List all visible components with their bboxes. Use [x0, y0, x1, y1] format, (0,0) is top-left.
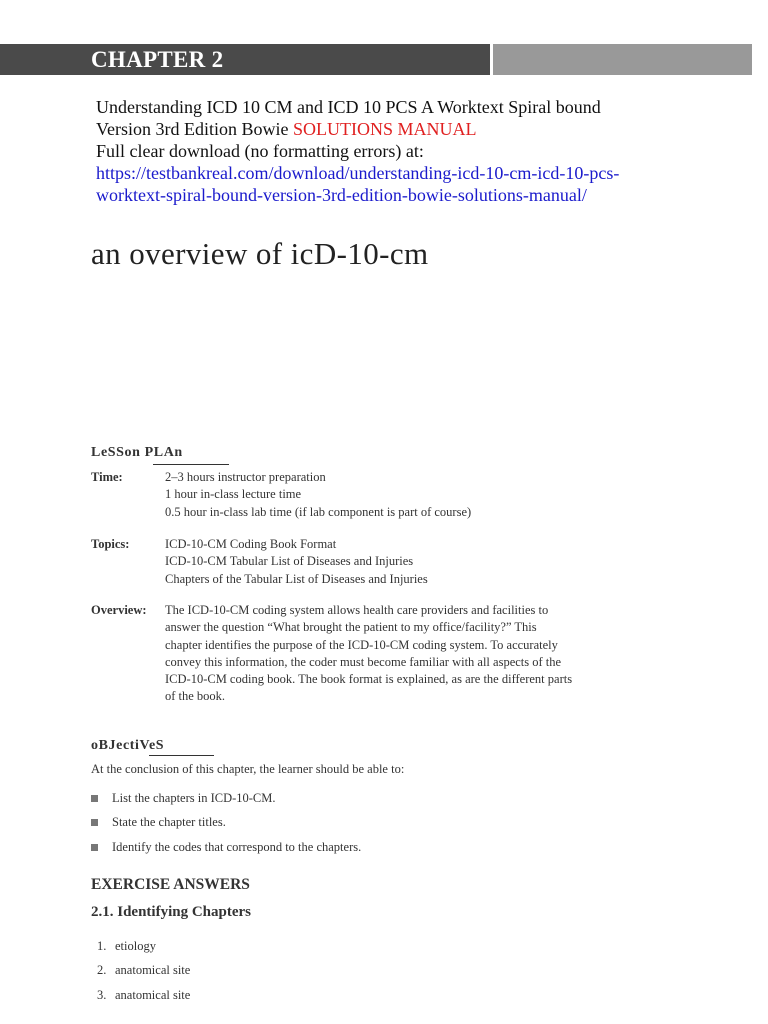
overview-line: ICD-10-CM coding book. The book format is explained, as are the different parts — [165, 672, 573, 687]
download-link-line-2: worktext-spiral-bound-version-3rd-edition-bowie-solutions-manual/ — [96, 185, 587, 205]
time-label: Time: — [91, 470, 123, 484]
solutions-manual-highlight: SOLUTIONS MANUAL — [292, 119, 477, 139]
answer-text: anatomical site — [115, 963, 191, 978]
intro-edition-text: Version 3rd Edition Bowie — [96, 119, 293, 139]
overview-line: of the book. — [165, 689, 226, 704]
chapter-title: CHAPTER 2 — [91, 46, 224, 72]
list-item — [91, 786, 361, 811]
square-bullet-icon — [91, 819, 98, 826]
answers-list — [97, 934, 190, 1008]
objective-text: Identify the codes that correspond to the chapters. — [112, 839, 362, 854]
answer-text: etiology — [115, 938, 156, 953]
intro-line-title: Understanding ICD 10 CM and ICD 10 PCS A Worktext Spiral bound — [96, 97, 601, 117]
download-link[interactable] — [96, 162, 736, 206]
objective-text: List the chapters in ICD-10-CM. — [112, 790, 276, 805]
list-item — [97, 983, 190, 1008]
time-line: 2–3 hours instructor preparation — [165, 470, 326, 484]
lesson-plan-heading-text: LeSSon PLAn — [91, 445, 183, 460]
answer-number: 3. — [97, 987, 107, 1002]
overview-line: convey this information, the coder must become familiar with all aspects of the — [165, 654, 562, 669]
list-item — [91, 811, 361, 836]
intro-line-download: Full clear download (no formatting errors) at: — [96, 141, 424, 161]
overview-line: The ICD-10-CM coding system allows health care providers and facilities to — [165, 603, 549, 617]
download-link-line-1: https://testbankreal.com/download/understanding-icd-10-cm-icd-10-pcs- — [96, 163, 620, 183]
overview-line: answer the question “What brought the patient to my office/facility?” This — [165, 620, 537, 635]
topic-line: ICD-10-CM Coding Book Format — [165, 537, 337, 551]
intro-block — [96, 96, 736, 206]
lesson-plan-heading — [91, 445, 183, 461]
chapter-header-bar — [0, 44, 752, 75]
answer-number: 2. — [97, 963, 107, 978]
time-line: 0.5 hour in-class lab time (if lab component is part of course) — [165, 504, 472, 519]
topics-label: Topics: — [91, 537, 130, 551]
lesson-plan-heading-rule — [153, 464, 229, 465]
objectives-intro: At the conclusion of this chapter, the learner should be able to: — [91, 762, 405, 776]
chapter-overview-title: an overview of icD-10-cm — [91, 236, 429, 271]
overview-body — [165, 602, 671, 706]
objective-text: State the chapter titles. — [112, 815, 226, 830]
intro-line-edition — [96, 118, 736, 140]
chapter-header-light-panel — [493, 44, 752, 75]
objectives-heading — [91, 738, 164, 754]
exercise-answers-heading: EXERCISE ANSWERS — [91, 876, 250, 893]
topic-line: ICD-10-CM Tabular List of Diseases and Injuries — [165, 554, 414, 569]
overview-line: chapter identifies the purpose of the ICD-10-CM coding system. To accurately — [165, 637, 558, 652]
list-item — [91, 835, 361, 860]
topics-body — [165, 536, 671, 588]
overview-label: Overview: — [91, 603, 147, 617]
time-body — [165, 469, 671, 521]
objectives-heading-text: oBJectiVeS — [91, 738, 165, 753]
topic-line: Chapters of the Tabular List of Diseases and Injuries — [165, 571, 428, 586]
lesson-plan-topics-row — [91, 536, 671, 588]
answer-number: 1. — [97, 938, 107, 953]
lesson-plan-overview-row — [91, 602, 671, 706]
square-bullet-icon — [91, 844, 98, 851]
time-line: 1 hour in-class lecture time — [165, 487, 302, 502]
lesson-plan-time-row — [91, 469, 671, 521]
objectives-list — [91, 786, 361, 860]
answer-text: anatomical site — [115, 987, 191, 1002]
list-item — [97, 959, 190, 984]
list-item — [97, 934, 190, 959]
square-bullet-icon — [91, 795, 98, 802]
chapter-header-dark-panel — [0, 44, 490, 75]
objectives-heading-rule — [149, 755, 214, 756]
identifying-chapters-heading: 2.1. Identifying Chapters — [91, 904, 252, 920]
